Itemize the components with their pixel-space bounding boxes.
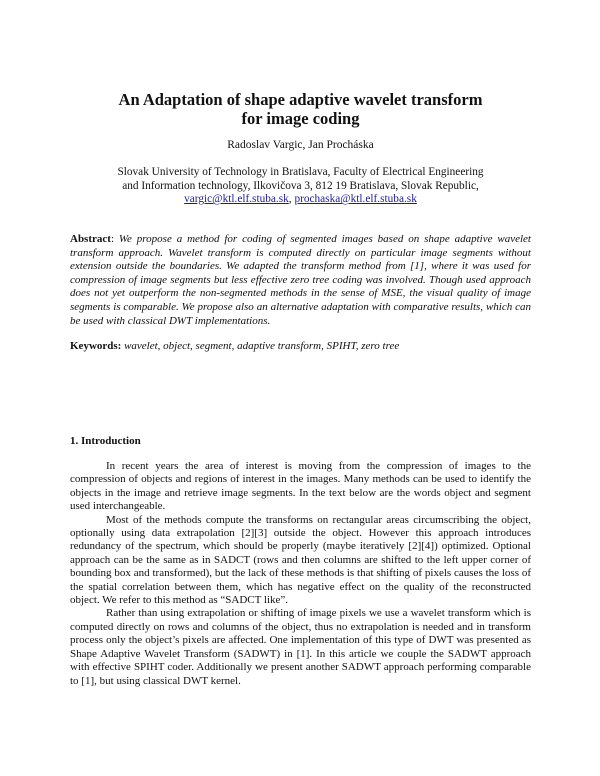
paragraph: In recent years the area of interest is moving from the compression of images to the compression of objects and regions of interest in the images. Many methods can be used to identify the objects in the image and retrieve image segments. In the text below are the words object and segment used interchangeable. — [70, 460, 531, 513]
keywords-text: wavelet, object, segment, adaptive transform, SPIHT, zero tree — [121, 340, 400, 352]
paper-title — [70, 90, 531, 128]
authors: Radoslav Vargic, Jan Procháska — [227, 139, 374, 151]
email-link-prochaska[interactable]: prochaska@ktl.elf.stuba.sk — [294, 193, 417, 206]
keywords — [70, 340, 531, 352]
abstract-label: Abstract — [70, 233, 111, 245]
email-separator: , — [288, 193, 295, 206]
introduction-body — [70, 460, 531, 688]
abstract-text: We propose a method for coding of segmented images based on shape adaptive wavelet transform approach. Wavelet transform is computed directly on particular image segments without extension outside the boundaries. We adapted the transform method from [1], where it was used for compression of image segments but less effective zero tree coding was involved. Though used approach does not yet outperform the non-segmented methods in the sense of MSE, the visual quality of image segments is comparable. We propose also an alternative adaptation with comparative results, which can be used with classical DWT implementations. — [70, 233, 531, 327]
affiliation-line-1: Slovak University of Technology in Bratislava, Faculty of Electrical Engineering — [117, 166, 484, 178]
abstract-colon: : — [110, 233, 119, 245]
affiliation — [70, 166, 531, 207]
paragraph: Most of the methods compute the transforms on rectangular areas circumscribing the object, optionally using data extrapolation [2][3] outside the object. However this approach introduces redundancy of the spectrum, which should be properly (maybe iteratively [2][4]) optimized. Optional approach can be the same as in SADCT (rows and then columns are shifted to the left upper corner of bounding box and transformed), but the lack of these methods is that shifting of pixels causes the loss of the spatial correlation between them, which has negative effect on the quality of the reconstructed object. We refer to this method as “SADCT like”. — [70, 513, 531, 607]
paragraph: Rather than using extrapolation or shifting of image pixels we use a wavelet transform which is computed directly on rows and columns of the object, thus no extrapolation is needed and in transform process only the object’s pixels are affected. One implementation of this type of DWT was presented as Shape Adaptive Wavelet Transform (SADWT) in [1]. In this article we couple the SADWT approach with effective SPIHT coder. Additionally we present another SADWT approach performing comparable to [1], but using classical DWT kernel. — [70, 607, 531, 687]
email-link-vargic[interactable]: vargic@ktl.elf.stuba.sk — [184, 193, 289, 206]
section-heading: 1. Introduction — [70, 435, 141, 447]
abstract — [70, 233, 531, 328]
title-line-2: for image coding — [241, 109, 360, 128]
affiliation-line-2: and Information technology, Ilkovičova 3, 812 19 Bratislava, Slovak Republic, — [122, 179, 479, 192]
keywords-label: Keywords: — [70, 340, 122, 352]
title-line-1: An Adaptation of shape adaptive wavelet transform — [118, 90, 483, 109]
